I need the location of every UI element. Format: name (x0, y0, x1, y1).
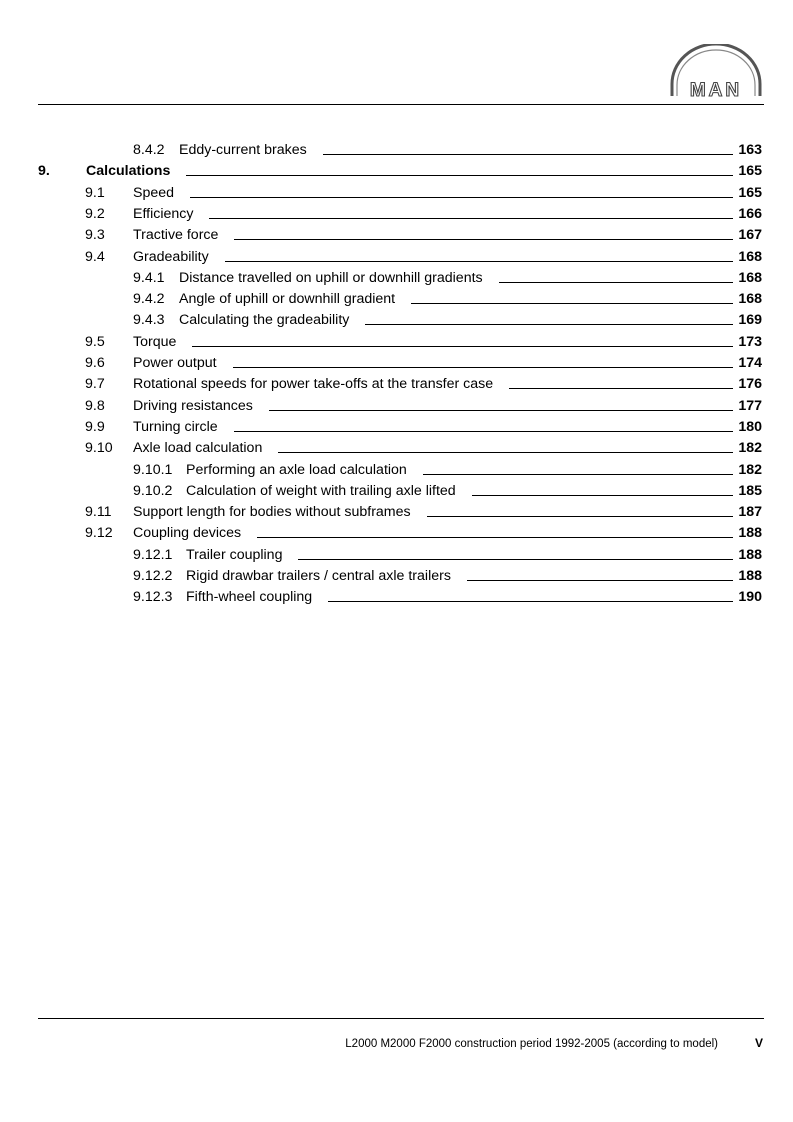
toc-entry[interactable] (0, 183, 793, 204)
toc-entry[interactable] (0, 204, 793, 225)
toc-entry-title: Calculation of weight with trailing axle lifted (186, 482, 456, 499)
toc-entry-leader (323, 154, 733, 155)
toc-entry-page: 163 (738, 142, 762, 158)
toc-entry[interactable] (0, 587, 793, 608)
toc-entry-number: 9.4.1 (133, 269, 165, 286)
toc-entry-title: Eddy-current brakes (179, 142, 307, 158)
man-logo-text: MAN (689, 80, 743, 100)
toc-entry-leader (411, 303, 733, 304)
toc-entry-page: 176 (738, 376, 762, 393)
toc-entry-title: Fifth-wheel coupling (186, 589, 313, 606)
toc-entry-page: 167 (738, 227, 762, 244)
toc-entry-title: Support length for bodies without subframes (133, 504, 411, 521)
toc-entry-page: 177 (738, 397, 762, 414)
toc-entry-title: Rigid drawbar trailers / central axle trailers (186, 568, 451, 584)
toc-entry-leader (423, 474, 733, 475)
toc-entry-title: Torque (133, 333, 177, 350)
toc-entry-page: 165 (738, 163, 762, 180)
toc-entry[interactable] (0, 566, 793, 587)
toc-entry-page: 169 (738, 312, 762, 329)
toc-entry[interactable] (0, 310, 793, 331)
toc-entry-page: 182 (738, 461, 762, 478)
man-logo (668, 44, 764, 100)
toc-entry-leader (328, 601, 733, 602)
toc-entry-leader (234, 239, 733, 240)
toc-entry-title: Power output (133, 355, 217, 371)
toc-entry[interactable] (0, 161, 793, 182)
toc-entry-leader (298, 559, 733, 560)
toc-entry-number: 9.12.1 (133, 546, 173, 563)
toc-entry-leader (233, 367, 733, 368)
toc-entry-number: 9.12.2 (133, 568, 173, 584)
toc-entry-title: Performing an axle load calculation (186, 461, 407, 478)
toc-entry-title: Distance travelled on uphill or downhill gradients (179, 269, 483, 286)
toc-entry[interactable] (0, 417, 793, 438)
toc-entry-leader (257, 537, 733, 538)
toc-entry[interactable] (0, 396, 793, 417)
toc-entry[interactable] (0, 481, 793, 502)
toc-entry[interactable] (0, 140, 793, 161)
toc-entry-title: Efficiency (133, 205, 194, 222)
toc-entry[interactable] (0, 374, 793, 395)
toc-entry[interactable] (0, 460, 793, 481)
toc-entry-number: 9.12 (85, 525, 113, 542)
toc-entry-page: 166 (738, 205, 762, 222)
toc-entry-page: 168 (738, 291, 762, 308)
toc-entry[interactable] (0, 225, 793, 246)
toc-entry-number: 9.7 (85, 376, 105, 393)
toc-entry-number: 9.10.1 (133, 461, 173, 478)
toc-entry-number: 9.4 (85, 248, 105, 265)
toc-entry-title: Coupling devices (133, 525, 242, 542)
toc-entry-number: 8.4.2 (133, 142, 165, 158)
toc-entry-page: 174 (738, 355, 762, 371)
toc-entry-leader (467, 580, 733, 581)
toc-entry[interactable] (0, 268, 793, 289)
toc-entry-title: Calculations (86, 163, 171, 180)
toc-entry-leader (278, 452, 733, 453)
toc-entry-page: 185 (738, 482, 762, 499)
toc-entry-number: 9.10 (85, 440, 113, 457)
toc-entry-number: 9.12.3 (133, 589, 173, 606)
toc-entry-leader (190, 197, 733, 198)
toc-entry-title: Gradeability (133, 248, 209, 265)
toc-entry-page: 187 (738, 504, 762, 521)
footer-text: L2000 M2000 F2000 construction period 1992-2005 (according to model) (345, 1038, 718, 1050)
toc-entry-page: 190 (738, 589, 762, 606)
toc-entry-page: 180 (738, 418, 762, 435)
toc-entry-leader (192, 346, 733, 347)
toc-entry-number: 9.8 (85, 397, 105, 414)
toc-entry-title: Trailer coupling (186, 546, 283, 563)
toc-entry-title: Axle load calculation (133, 440, 263, 457)
toc-entry-page: 173 (738, 333, 762, 350)
toc-entry-page: 168 (738, 269, 762, 286)
toc-entry-number: 9.3 (85, 227, 105, 244)
toc-entry-leader (427, 516, 733, 517)
toc-entry-leader (225, 261, 733, 262)
toc-entry[interactable] (0, 502, 793, 523)
toc-entry-title: Rotational speeds for power take-offs at the transfer case (133, 376, 494, 393)
toc-entry-number: 9.2 (85, 205, 105, 222)
toc-entry-page: 188 (738, 525, 762, 542)
toc-entry-page: 168 (738, 248, 762, 265)
toc-entry-number: 9.6 (85, 355, 105, 371)
toc-entry-number: 9.4.3 (133, 312, 165, 329)
toc-entry-number: 9. (38, 163, 50, 180)
footer-rule (38, 1018, 764, 1019)
toc-entry[interactable] (0, 332, 793, 353)
toc-entry-title: Speed (133, 184, 175, 201)
footer-page-number: V (754, 1036, 763, 1050)
toc-entry-page: 182 (738, 440, 762, 457)
toc-entry-leader (499, 282, 733, 283)
toc-entry-leader (209, 218, 733, 219)
toc-entry[interactable] (0, 247, 793, 268)
toc-entry[interactable] (0, 353, 793, 374)
toc-entry-title: Driving resistances (133, 397, 253, 414)
header-rule (38, 104, 764, 105)
toc-entry-number: 9.5 (85, 333, 105, 350)
toc-entry-leader (269, 410, 733, 411)
toc-entry-leader (186, 175, 733, 176)
toc-entry[interactable] (0, 438, 793, 459)
toc-entry-title: Tractive force (133, 227, 219, 244)
toc-entry-page: 165 (738, 184, 762, 201)
toc-entry-title: Angle of uphill or downhill gradient (179, 291, 396, 308)
toc-entry-title: Calculating the gradeability (179, 312, 350, 329)
toc-entry-leader (472, 495, 733, 496)
toc-entry-number: 9.11 (85, 504, 112, 521)
toc-entry-number: 9.10.2 (133, 482, 173, 499)
toc-entry-page: 188 (738, 546, 762, 563)
toc-entry-leader (365, 324, 733, 325)
toc-entry[interactable] (0, 523, 793, 544)
toc-entry-number: 9.9 (85, 418, 105, 435)
toc-entry-number: 9.1 (85, 184, 105, 201)
toc-entry-number: 9.4.2 (133, 291, 165, 308)
toc-entry[interactable] (0, 289, 793, 310)
toc-entry[interactable] (0, 545, 793, 566)
toc-entry-leader (509, 388, 733, 389)
toc-entry-title: Turning circle (133, 418, 218, 435)
toc-entry-leader (234, 431, 733, 432)
toc-entry-page: 188 (738, 568, 762, 584)
